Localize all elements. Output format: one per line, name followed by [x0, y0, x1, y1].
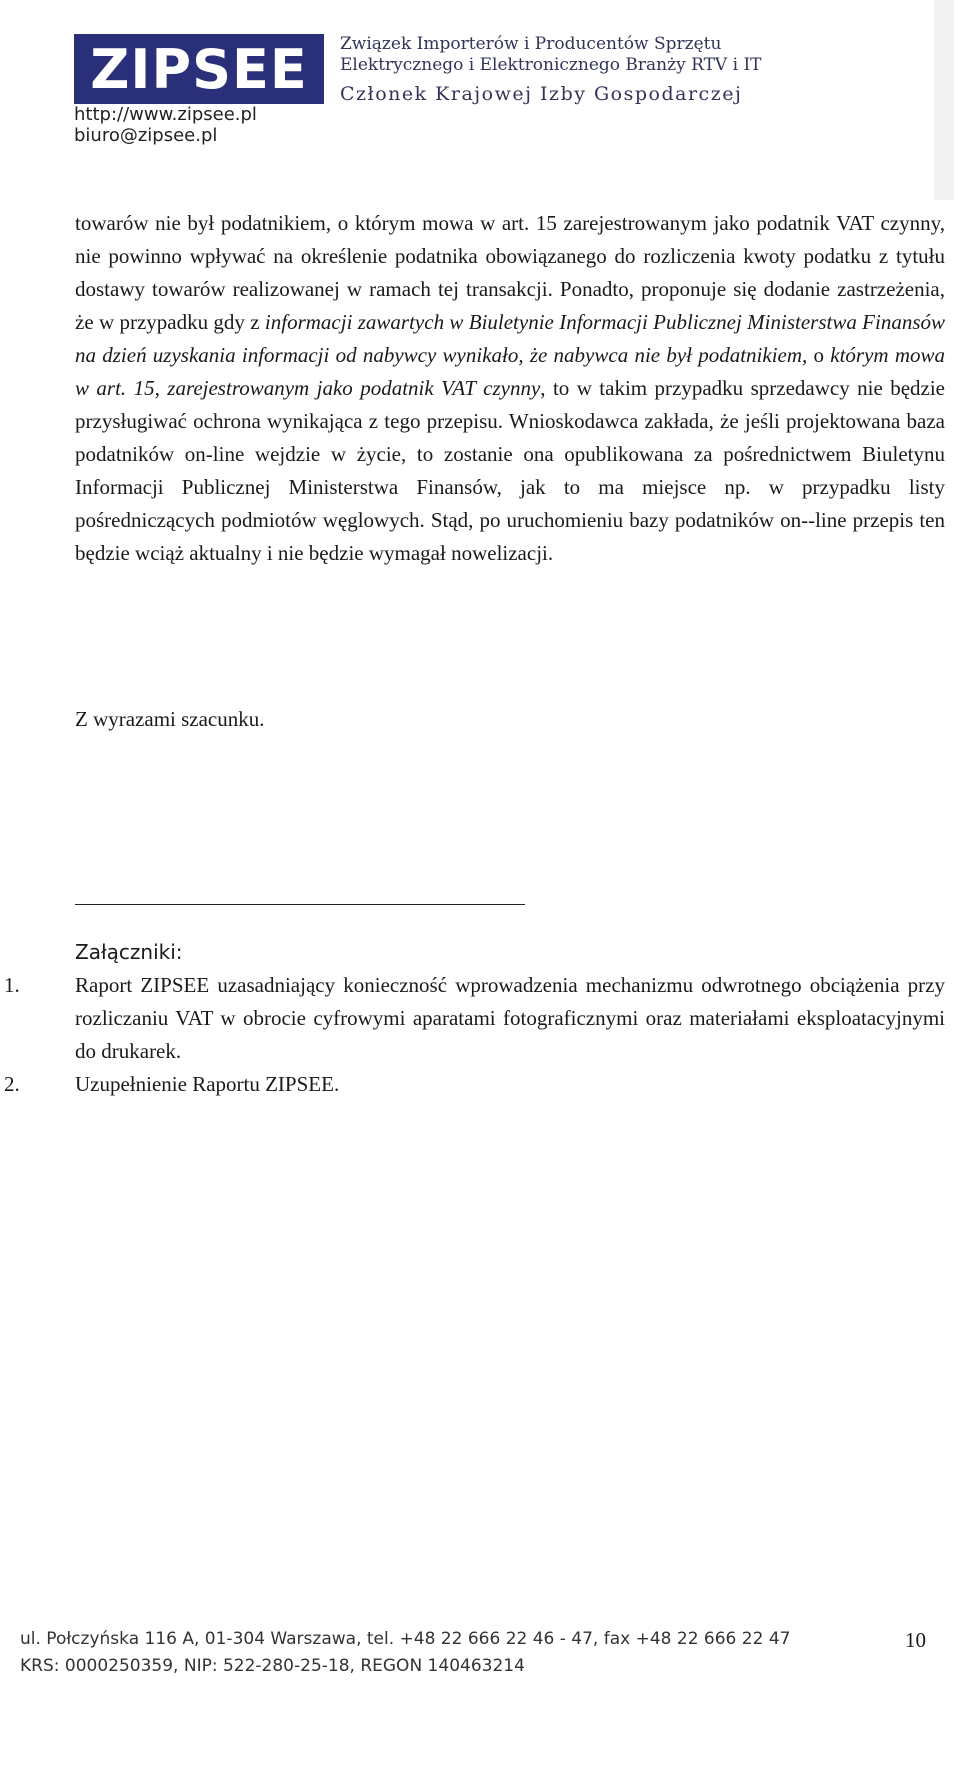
attachment-text: Uzupełnienie Raportu ZIPSEE.	[75, 1072, 340, 1096]
attachment-text: Raport ZIPSEE uzasadniający konieczność wprowadzenia mechanizmu odwrotnego obciążenia przy rozliczaniu VAT w obrocie cyfrowymi aparatami fotograficznymi oraz materiałami eksploatacyjnymi do drukarek.	[75, 973, 945, 1063]
attachment-item	[0, 1068, 945, 1101]
org-line-2: Elektrycznego i Elektronicznego Branży RTV i IT	[340, 55, 762, 75]
signature-line	[75, 904, 525, 905]
org-line-3: Członek Krajowej Izby Gospodarczej	[340, 83, 743, 105]
body-italic-2: którym mowa w art. 15, zarejestrowanym jako podatnik VAT czynny	[75, 343, 946, 400]
footer-registry: KRS: 0000250359, NIP: 522-280-25-18, REGON 140463214	[20, 1656, 525, 1676]
email-link[interactable]: biuro@zipsee.pl	[74, 125, 218, 146]
logo-text: ZIPSEE	[90, 37, 308, 101]
org-line-1: Związek Importerów i Producentów Sprzętu	[340, 34, 722, 54]
attachments-title: Załączniki:	[75, 940, 183, 964]
attachments-list	[0, 969, 945, 1101]
body-text-1: towarów nie był podatnikiem, o którym mowa w art. 15 zarejestrowanym jako podatnik VAT czynny, nie powinno wpływać na określenie podatnika obowiązanego do rozliczenia kwoty podatku z tytułu dostawy towarów realizowanej w ramach tej transakcji. Ponadto, proponuje się dodanie zastrzeżenia, że w przypadku gdy z	[75, 211, 945, 334]
attachment-number: 1.	[4, 973, 20, 997]
footer-address: ul. Połczyńska 116 A, 01-304 Warszawa, tel. +48 22 666 22 46 - 47, fax +48 22 666 22 47	[20, 1629, 791, 1649]
body-text-2: o	[807, 343, 831, 367]
organization-name	[340, 34, 780, 108]
body-paragraph	[75, 207, 945, 570]
attachment-number: 2.	[4, 1072, 20, 1096]
closing-salutation: Z wyrazami szacunku.	[75, 707, 265, 731]
footer-contact	[20, 1626, 790, 1680]
body-text-3: , to w takim przypadku sprzedawcy nie będzie przysługiwać ochrona wynikająca z tego przepisu. Wnioskodawca zakłada, że jeśli projektowana baza podatników on-line wejdzie w życie, to zostanie ona opublikowana za pośrednictwem Biuletynu Informacji Publicznej Ministerstwa Finansów, jak to ma miejsce np. w przypadku listy pośredniczących podmiotów węglowych. Stąd, po uruchomieniu bazy podatników on--line przepis ten będzie wciąż aktualny i nie będzie wymagał nowelizacji.	[75, 376, 945, 565]
body-italic-1: informacji zawartych w Biuletynie Informacji Publicznej Ministerstwa Finansów na dzień uzyskania informacji od nabywcy wynikało, że nabywca nie był podatnikiem,	[75, 310, 946, 367]
letter-body	[75, 207, 945, 570]
page-number: 10	[905, 1628, 926, 1652]
zipsee-logo	[74, 34, 324, 104]
attachment-item	[0, 969, 945, 1068]
side-watermark	[934, 0, 954, 200]
header-contact	[74, 104, 257, 146]
website-link[interactable]: http://www.zipsee.pl	[74, 104, 257, 125]
